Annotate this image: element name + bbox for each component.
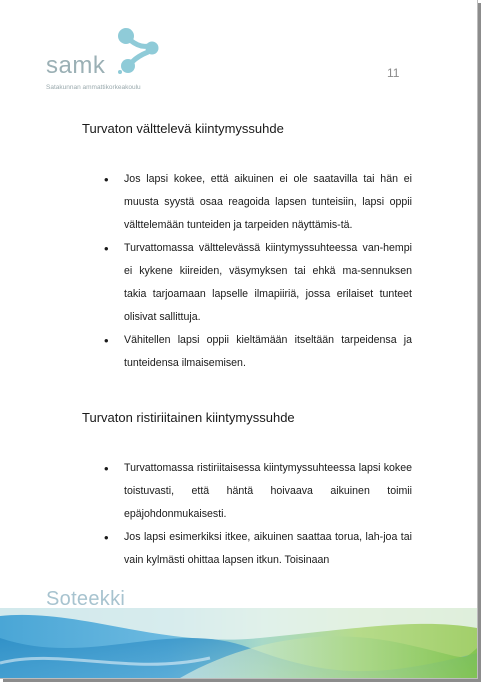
footer-wave-banner bbox=[0, 608, 477, 678]
list-item: • Turvattomassa välttelevässä kiintymyssuhteessa van-hempi ei kykene kiireiden, väsymyksen tai ehkä ma-sennuksen takia tarjoamaan lapselle ilmapiiriä, jossa erilaiset tunteet olisivat sallittuja. bbox=[82, 237, 412, 329]
section-heading: Turvaton ristiriitainen kiintymyssuhde bbox=[82, 410, 295, 425]
page-number: 11 bbox=[387, 66, 400, 80]
logo-subtitle: Satakunnan ammattikorkeakoulu bbox=[46, 84, 141, 91]
logo-wordmark: samk bbox=[46, 52, 106, 79]
list-item: • Jos lapsi kokee, että aikuinen ei ole saatavilla tai hän ei muusta syystä osaa reagoida lapsen tunteisiin, lapsi oppii välttelemään tunteiden ja tarpeiden näyttämis-tä. bbox=[82, 168, 412, 237]
samk-logo-mark-icon bbox=[116, 26, 160, 78]
document-body bbox=[82, 120, 412, 572]
list-item: • Jos lapsi esimerkiksi itkee, aikuinen saattaa torua, lah-joa tai vain kylmästi ohittaa lapsen itkun. Toisinaan bbox=[82, 526, 412, 572]
bullet-list bbox=[82, 457, 412, 572]
section-heading: Turvaton välttelevä kiintymyssuhde bbox=[82, 121, 284, 136]
bullet-list bbox=[82, 168, 412, 375]
footer-brand: Soteekki bbox=[46, 588, 126, 610]
samk-logo bbox=[46, 26, 176, 96]
list-item: • Turvattomassa ristiriitaisessa kiintymyssuhteessa lapsi kokee toistuvasti, että häntä hoivaava aikuinen toimii epäjohdonmukaisesti. bbox=[82, 457, 412, 526]
list-item: • Vähitellen lapsi oppii kieltämään itseltään tarpeidensa ja tunteidensa ilmaisemisen. bbox=[82, 329, 412, 375]
